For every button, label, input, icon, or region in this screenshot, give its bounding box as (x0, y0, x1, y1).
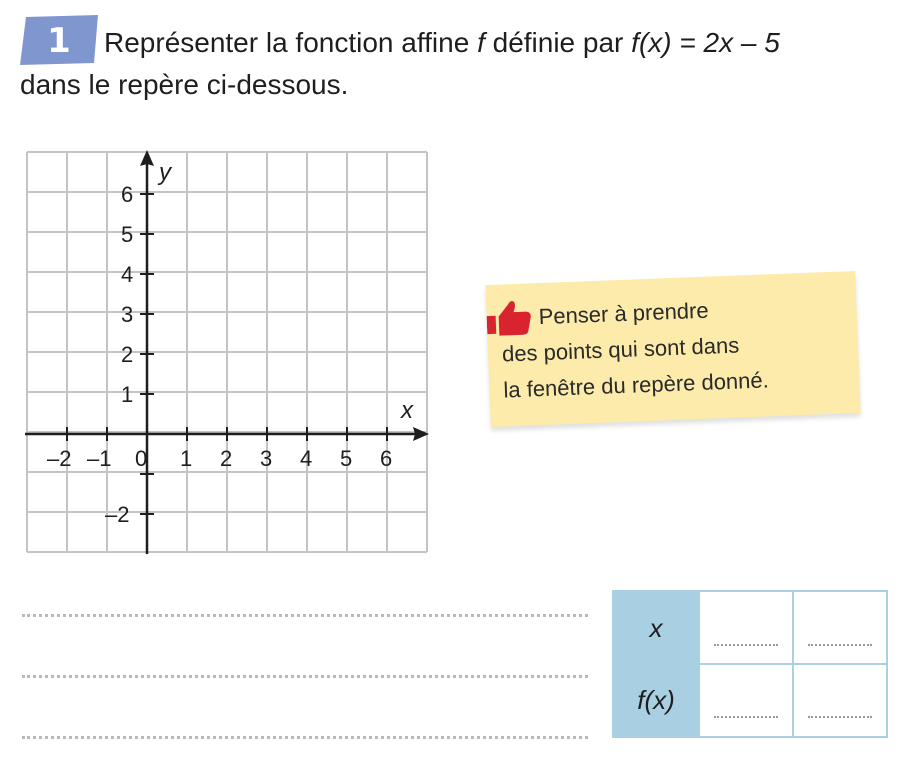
tip-line-3: la fenêtre du repère donné. (502, 367, 770, 403)
blank-dots (714, 716, 778, 718)
tip-note (485, 271, 860, 427)
tip-text (500, 288, 844, 409)
exercise-statement (20, 22, 890, 106)
x-tick-label: –1 (87, 446, 112, 471)
answer-line[interactable] (22, 675, 588, 678)
x-tick-label: 1 (180, 446, 193, 471)
x-tick-label: 5 (340, 446, 353, 471)
statement-text-2: définie par (484, 27, 632, 58)
table-cell-fx-2[interactable] (792, 665, 886, 736)
x-tick-label: 3 (260, 446, 273, 471)
x-tick-label: 2 (220, 446, 233, 471)
table-cell-x-1[interactable] (698, 592, 792, 664)
table-cell-x-2[interactable] (792, 592, 886, 664)
function-name: f (477, 27, 485, 58)
y-tick-label: 3 (121, 302, 134, 327)
x-tick-label: –2 (47, 446, 72, 471)
y-tick-label: 2 (121, 342, 134, 367)
y-tick-label: 6 (121, 182, 134, 207)
tip-line-1: Penser à prendre (538, 297, 710, 330)
y-tick-label: 1 (121, 382, 134, 407)
x-axis-label: x (401, 397, 413, 424)
y-tick-label: –2 (105, 502, 130, 527)
answer-line[interactable] (22, 614, 588, 617)
x-tick-label: 4 (300, 446, 313, 471)
table-header-x: x (614, 592, 698, 664)
x-tick-label: 6 (380, 446, 393, 471)
function-expression: f(x) = 2x – 5 (631, 27, 780, 58)
grid-lines (27, 152, 427, 552)
values-table (612, 590, 888, 738)
blank-dots (714, 644, 778, 646)
exercise-number: 1 (47, 21, 71, 61)
grid-svg[interactable] (25, 150, 429, 554)
y-tick-label: 5 (121, 222, 134, 247)
table-cell-fx-1[interactable] (698, 665, 792, 736)
x-tick-label: 0 (135, 446, 148, 471)
statement-line-2: dans le repère ci-dessous. (20, 69, 349, 100)
y-axis-label: y (159, 159, 171, 186)
tip-line-2: des points qui sont dans (501, 332, 740, 367)
coordinate-grid[interactable] (25, 150, 429, 554)
blank-dots (808, 716, 872, 718)
blank-dots (808, 644, 872, 646)
y-tick-label: 4 (121, 262, 134, 287)
table-header-fx: f(x) (614, 665, 698, 736)
statement-text-1: Représenter la fonction affine (104, 27, 478, 58)
answer-line[interactable] (22, 736, 588, 739)
